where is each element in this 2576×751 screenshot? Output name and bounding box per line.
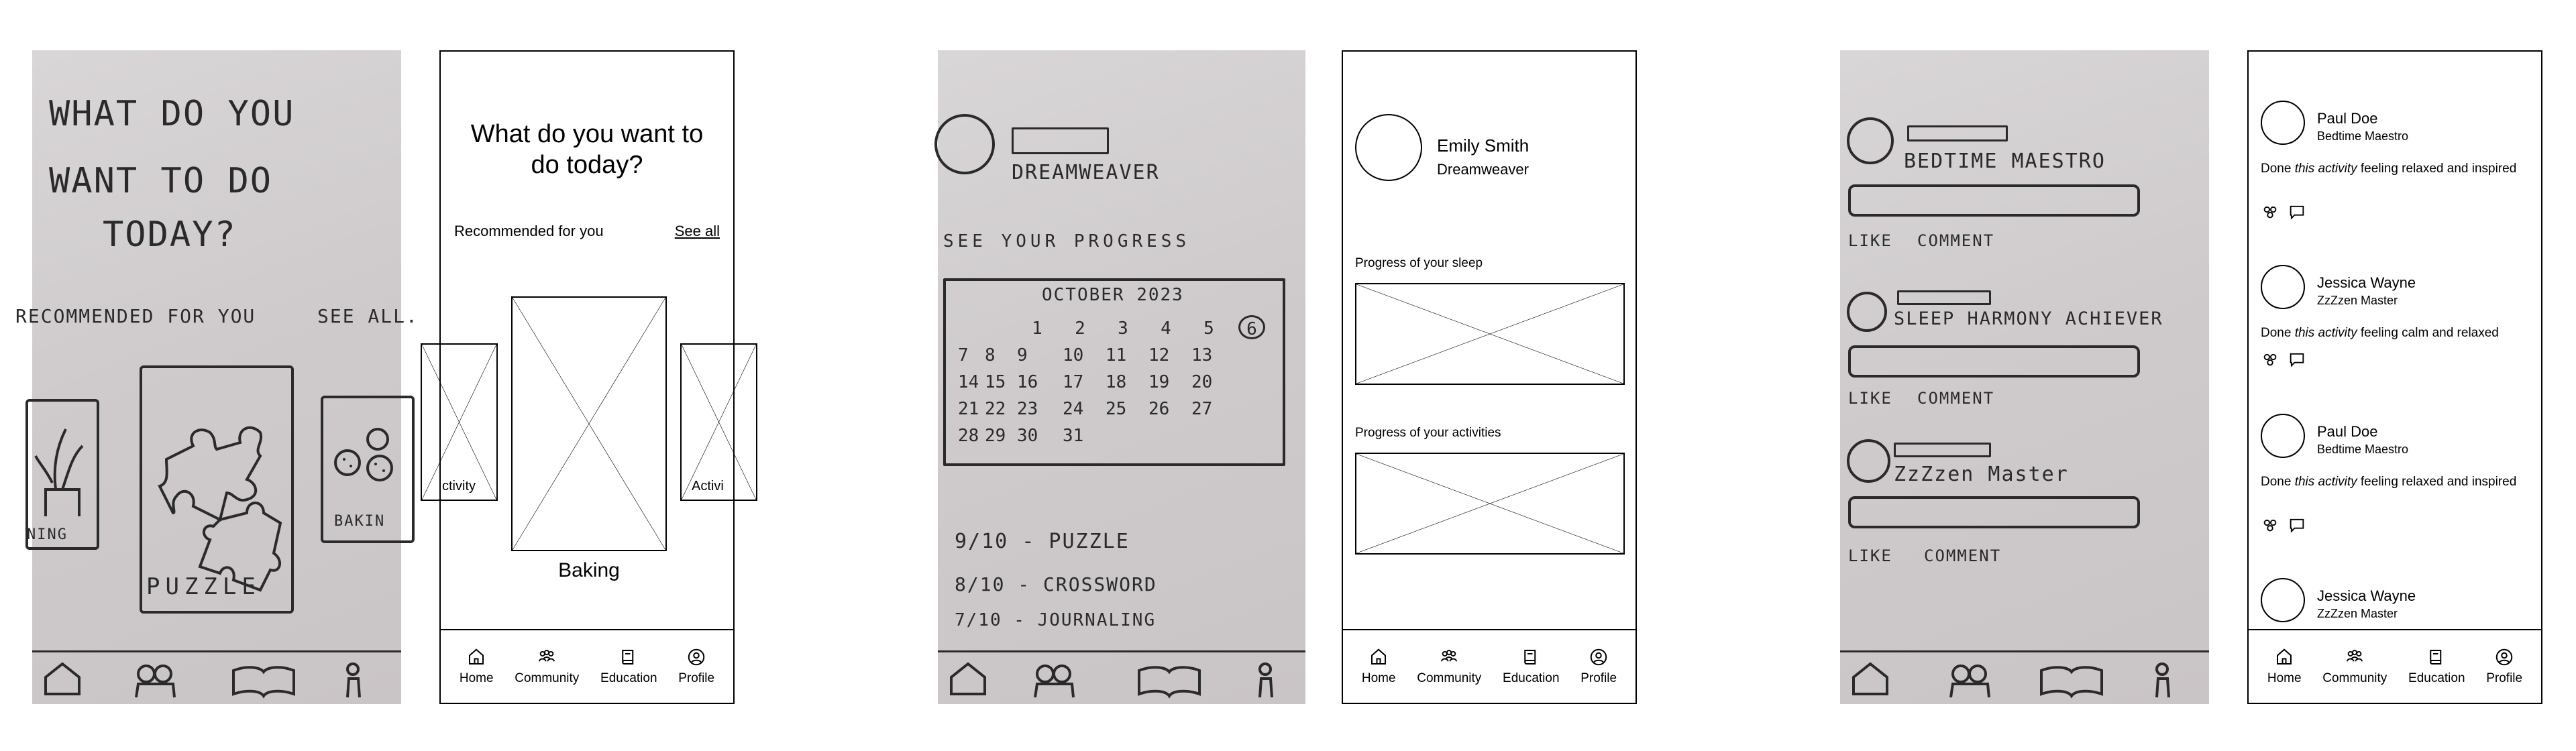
calendar-row: 28 29 30 31 — [958, 426, 1084, 446]
sketch-tabbar-icons — [1840, 657, 2209, 704]
sketch-like: LIKE — [1848, 546, 1892, 565]
activity-card-left[interactable] — [421, 343, 498, 501]
community-icon — [2345, 647, 2365, 667]
sketch-comment: COMMENT — [1917, 231, 1995, 250]
sketch-community-feed — [1840, 50, 2209, 704]
community-icon — [1439, 647, 1459, 667]
post-badge: ZzZzen Master — [2317, 607, 2398, 620]
sketch-calendar-title: OCTOBER 2023 — [1042, 285, 1184, 305]
avatar[interactable] — [2261, 265, 2305, 309]
activity-link[interactable]: this activity — [2294, 475, 2357, 489]
sketch-activity-picker — [15, 50, 419, 704]
comment-icon[interactable] — [2288, 203, 2306, 221]
image-placeholder-icon — [513, 298, 665, 550]
avatar[interactable] — [2261, 414, 2305, 458]
home-icon — [2274, 647, 2294, 667]
sketch-post-title: SLEEP HARMONY ACHIEVER — [1894, 308, 2163, 329]
activity-link[interactable]: this activity — [2294, 162, 2357, 176]
tab-community[interactable] — [1417, 647, 1481, 686]
community-icon — [537, 647, 557, 667]
image-placeholder-icon — [422, 345, 496, 500]
tab-bar — [1343, 629, 1635, 703]
sketch-left-card-label: NING — [27, 526, 68, 543]
sketch-title-line-1: WHAT DO YOU — [49, 94, 295, 134]
calendar-row: 1 2 3 4 5 6 — [958, 315, 1273, 342]
sketch-post-title: ZzZzen Master — [1894, 463, 2069, 486]
sketch-right-card-label: BAKIN — [334, 513, 386, 530]
avatar[interactable] — [2261, 101, 2305, 145]
book-icon — [1521, 647, 1541, 667]
tab-education-label: Education — [2408, 671, 2465, 685]
post-author[interactable]: Paul Doe — [2317, 423, 2378, 440]
sketch-avatar — [934, 114, 995, 174]
sketch-comment: COMMENT — [1924, 546, 2002, 565]
activity-card-right-label: Activi — [692, 479, 724, 494]
calendar-row: 21 22 23 24 25 26 27 — [958, 399, 1213, 419]
book-icon — [619, 647, 639, 667]
sketch-avatar — [1847, 439, 1890, 483]
sketch-comment: COMMENT — [1917, 389, 1995, 408]
sketch-see-all: SEE ALL. — [317, 305, 419, 327]
profile-avatar — [1355, 114, 1422, 181]
tab-community-label: Community — [515, 671, 580, 685]
tab-education[interactable] — [600, 647, 657, 686]
post-author[interactable]: Jessica Wayne — [2317, 274, 2416, 291]
post-badge: Bedtime Maestro — [2317, 443, 2409, 456]
today-marker: 6 — [1238, 315, 1265, 339]
like-icon[interactable] — [2261, 516, 2279, 534]
tab-community-label: Community — [1417, 671, 1482, 685]
sketch-see-progress: SEE YOUR PROGRESS — [943, 231, 1191, 251]
tab-education[interactable] — [1503, 647, 1560, 686]
sketch-log-item: 7/10 - JOURNALING — [955, 610, 1157, 630]
calendar-row: 7 8 9 10 11 12 13 — [958, 345, 1213, 365]
like-icon[interactable] — [2261, 203, 2279, 221]
sketch-avatar — [1847, 292, 1887, 332]
tab-education-label: Education — [600, 671, 657, 685]
tab-profile[interactable] — [678, 647, 714, 686]
tab-education[interactable] — [2408, 647, 2465, 686]
activities-progress-chart — [1355, 453, 1625, 555]
calendar-row: 14 15 16 17 18 19 20 — [958, 372, 1213, 392]
sketch-tabbar-icons — [32, 657, 401, 704]
image-placeholder-icon — [1356, 454, 1623, 553]
profile-icon — [686, 647, 706, 667]
recommended-heading: Recommended for you — [454, 223, 604, 239]
profile-icon — [2494, 647, 2514, 667]
profile-icon — [1589, 647, 1609, 667]
sleep-progress-chart — [1355, 283, 1625, 385]
post-author[interactable]: Jessica Wayne — [2317, 587, 2416, 604]
avatar[interactable] — [2261, 578, 2305, 622]
activity-link[interactable]: this activity — [2294, 326, 2357, 340]
post-text: Done this activity feeling calm and relaxed — [2261, 326, 2499, 340]
tab-community[interactable] — [515, 647, 579, 686]
sketch-like: LIKE — [1848, 389, 1892, 408]
page-title: What do you want to do today? — [470, 120, 704, 179]
sleep-progress-heading: Progress of your sleep — [1355, 256, 1483, 270]
book-icon — [2426, 647, 2447, 667]
home-icon — [1368, 647, 1389, 667]
home-icon — [466, 647, 486, 667]
sketch-recommended: RECOMMENDED FOR YOU — [15, 305, 256, 327]
tab-home-label: Home — [1361, 671, 1396, 685]
image-placeholder-icon — [1356, 284, 1623, 384]
tab-profile[interactable] — [1580, 647, 1617, 686]
tab-home[interactable] — [2267, 647, 2302, 686]
sketch-calendar-grid — [958, 315, 1273, 449]
post-badge: ZzZzen Master — [2317, 294, 2398, 307]
sketch-post-title: BEDTIME MAESTRO — [1904, 150, 2106, 173]
post-badge: Bedtime Maestro — [2317, 129, 2409, 143]
activity-card-right[interactable] — [680, 343, 757, 501]
activities-progress-heading: Progress of your activities — [1355, 426, 1501, 440]
tab-community-label: Community — [2322, 671, 2387, 685]
sketch-log-item: 9/10 - PUZZLE — [955, 530, 1130, 553]
tab-home[interactable] — [460, 647, 494, 686]
tab-bar — [441, 629, 733, 703]
tab-education-label: Education — [1503, 671, 1560, 685]
tab-profile-label: Profile — [1580, 671, 1617, 685]
profile-username: Dreamweaver — [1437, 161, 1529, 178]
tab-profile-label: Profile — [678, 671, 715, 685]
activity-card-left-label: ctivity — [442, 479, 476, 494]
puzzle-sketch-icon — [146, 406, 287, 593]
sketch-username: DREAMWEAVER — [1012, 161, 1160, 184]
wireframe-profile — [1342, 50, 1637, 704]
post-text: Done this activity feeling relaxed and inspired — [2261, 162, 2517, 176]
sketch-tabbar-icons — [938, 657, 1305, 704]
sketch-like: LIKE — [1848, 231, 1892, 250]
tab-bar — [2249, 629, 2541, 703]
tab-community[interactable] — [2322, 647, 2387, 686]
wireframe-community-feed — [2247, 50, 2542, 704]
see-all-link[interactable]: See all — [674, 223, 720, 239]
sketch-profile-progress — [938, 50, 1305, 704]
comment-icon[interactable] — [2288, 350, 2306, 369]
sketch-title-line-3: TODAY? — [103, 215, 237, 255]
sketch-center-card-label: PUZZLE — [146, 573, 261, 600]
cookies-sketch-icon — [327, 422, 401, 496]
comment-icon[interactable] — [2288, 516, 2306, 534]
post-author[interactable]: Paul Doe — [2317, 110, 2378, 127]
tab-profile[interactable] — [2486, 647, 2522, 686]
tab-home[interactable] — [1362, 647, 1396, 686]
profile-name: Emily Smith — [1437, 135, 1529, 156]
sketch-title-line-2: WANT TO DO — [49, 161, 273, 201]
post-text: Done this activity feeling relaxed and inspired — [2261, 475, 2517, 489]
tab-home-label: Home — [2267, 671, 2302, 685]
image-placeholder-icon — [682, 345, 756, 500]
activity-card-baking[interactable] — [511, 296, 667, 551]
activity-card-baking-label: Baking — [558, 559, 620, 581]
tab-profile-label: Profile — [2486, 671, 2523, 685]
sketch-avatar — [1847, 117, 1894, 164]
like-icon[interactable] — [2261, 350, 2279, 369]
wireframe-activity-picker — [439, 50, 735, 704]
sketch-log-item: 8/10 - CROSSWORD — [955, 573, 1157, 595]
plant-sketch-icon — [32, 416, 99, 516]
tab-home-label: Home — [459, 671, 494, 685]
